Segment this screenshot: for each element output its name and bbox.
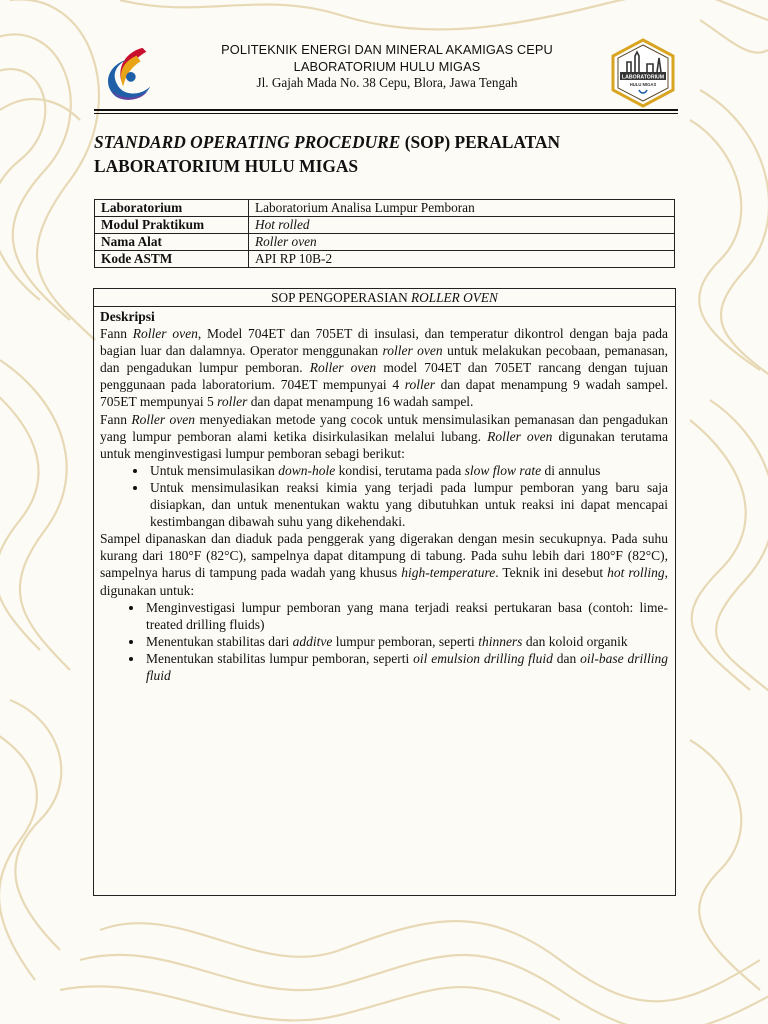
text-run: dan koloid organik [522,633,628,649]
text-run: dan [552,650,581,666]
table-row [95,217,675,234]
text-run: down-hole [278,462,336,478]
pem-akamigas-logo [98,42,156,104]
list-item [144,650,668,684]
text-run: Sampel dipanaskan dan diaduk pada penggerak yang digerakan dengan mesin secukupnya. Pada suhu kurang dari 180°F (82°C), sampelnya dapat ditampung di tabung. Pada suhu lebih dari 180°F (82°C), sampelnya harus di tampung pada wadah yang khusus [100,531,668,581]
header-rule-thick [94,109,678,111]
section-subtitle: Deskripsi [100,309,155,324]
text-run: roller [404,377,435,393]
sop-heading-italic: ROLLER OVEN [411,290,498,305]
text-run: di annulus [541,462,601,478]
title-line2: LABORATORIUM HULU MIGAS [94,156,359,176]
text-run: Untuk mensimulasikan [150,462,279,478]
document-title [94,130,674,178]
paragraph-2 [100,411,668,462]
text-run: hot rolling [607,565,665,581]
institution-name: POLITEKNIK ENERGI DAN MINERAL AKAMIGAS CEPU [221,42,553,57]
table-row [95,200,675,217]
text-run: oil emulsion drilling fluid [413,650,553,666]
text-run: dan dapat menampung 9 wadah sampel. 705ET mempunyai 5 [100,377,668,410]
text-run: oil-base drilling fluid [146,650,669,683]
text-run: Roller oven [309,360,377,376]
info-value: Hot rolled [249,217,675,234]
text-run: model 704ET dan 705ET rancang dengan tujuan penggunaan pada laboratorium. 704ET mempunyai 4 [100,360,669,393]
text-run: Menginvestigasi lumpur pemboran yang mana terjadi reaksi pertukaran basa (contoh: lime-treated drilling fluids) [146,599,668,632]
letterhead [92,38,682,110]
text-run: high-temperature [401,565,496,581]
text-run: Roller oven [132,326,198,342]
table-row [95,234,675,251]
text-run: slow flow rate [464,462,542,478]
info-value: Laboratorium Analisa Lumpur Pemboran [249,200,675,217]
sop-body [94,307,675,684]
text-run: thinners [478,633,523,649]
list-item [144,633,668,650]
text-run: roller [217,394,248,410]
bullet-list-1 [100,462,668,530]
text-run: Roller oven [131,411,196,427]
info-table [94,199,675,268]
header-rule-thin [94,113,678,114]
address: Jl. Gajah Mada No. 38 Cepu, Blora, Jawa Tengah [256,75,518,90]
table-row [95,251,675,268]
text-run: lumpur pemboran, seperti [332,633,479,649]
text-run: digunakan terutama untuk menginvestigasi lumpur pemboran sebagi berikut: [100,428,668,461]
list-item [148,462,668,479]
text-run: kondisi, terutama pada [335,462,465,478]
text-run: dan dapat menampung 16 wadah sampel. [247,394,474,410]
info-key: Laboratorium [95,200,249,217]
text-run: , digunakan untuk: [100,565,669,598]
text-run: Fann [100,411,132,427]
info-value: Roller oven [249,234,675,251]
paragraph-1 [100,325,668,410]
info-key: Modul Praktikum [95,217,249,234]
text-run: menyediakan metode yang cocok untuk mensimulasikan pemanasan dan pengadukan yang lumpur pemboran alami ketika disirkulasikan melalui lubang. [100,411,669,444]
sop-box [93,288,676,896]
laboratorium-badge-icon [607,38,679,108]
list-item [148,479,668,530]
list-item [144,599,668,633]
badge-text-2: HULU MIGAS [629,82,657,87]
paragraph-3 [100,530,668,598]
badge-text-1: LABORATORIUM [621,74,665,81]
info-value: API RP 10B-2 [249,251,675,268]
text-run: , Model 704ET dan 705ET di insulasi, dan temperatur dikontrol dengan baja pada bagian luar dan dalamnya. Operator menggunakan [100,326,668,359]
sop-heading [94,289,675,307]
bullet-list-2 [100,599,668,684]
text-run: Menentukan stabilitas dari [146,633,293,649]
text-run: Menentukan stabilitas lumpur pemboran, seperti [146,650,414,666]
info-key: Nama Alat [95,234,249,251]
title-rest: (SOP) PERALATAN [404,132,561,152]
text-run: additve [292,633,333,649]
title-italic: STANDARD OPERATING PROCEDURE [94,132,401,152]
text-run: Untuk mensimulasikan reaksi kimia yang terjadi pada lumpur pemboran yang baru saja disiapkan, dan untuk menentukan waktu yang dibutuhkan untuk reaksi ini dapat mencapai kestimbangan dibawah suhu yang dikehendaki. [150,479,668,530]
lab-name: LABORATORIUM HULU MIGAS [293,58,481,74]
text-run: roller oven [382,343,443,359]
text-run: Fann [100,326,133,342]
text-run: untuk melakukan pecobaan, pemanasan, dan pengadukan lumpur pemboran. [100,343,668,376]
text-run: . Teknik ini desebut [495,565,608,581]
info-key: Kode ASTM [95,251,249,268]
text-run: Roller oven [487,428,553,444]
sop-heading-prefix: SOP PENGOPERASIAN [271,290,408,305]
